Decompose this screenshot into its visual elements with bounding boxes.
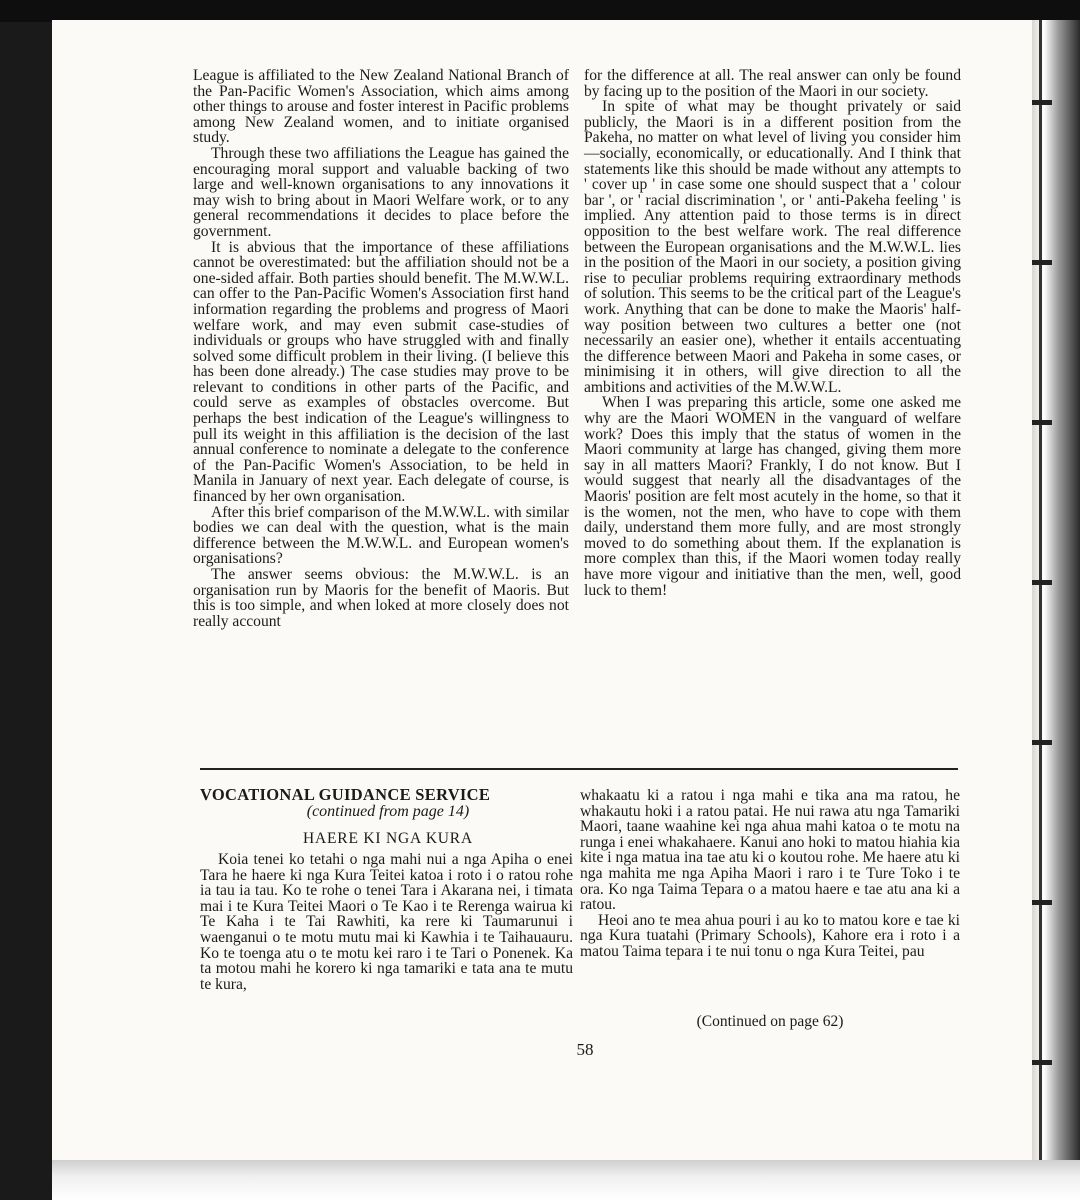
vocational-paragraph: Koia tenei ko tetahi o nga mahi nui a nga Apiha o enei Tara he haere ki nga Kura Teitei katoa i roto i o ratou rohe ia tau ia tau. Ko te rohe o tenei Tara i Akarana nei, i timata mai i te Kura Teitei Maori o Te Kao i te Rerenga wairua ki Te Kaha i te Tai Rawhiti, ka rere ki Taumarunui i waenganui o te motu mutu mai ki Kawhia i te Taihauauru. Ko te toenga atu o te motu kei raro i te Tari o Ponenek. Ka ta motou mahi he korero ki nga tamariki e tata ana te mutu te kura, xyxy=(200,851,573,993)
page-number: 58 xyxy=(576,1040,594,1059)
binding-stitch xyxy=(1032,420,1052,425)
vocational-column-right xyxy=(580,788,960,960)
binding-stitch xyxy=(1032,580,1052,585)
article-paragraph: for the difference at all. The real answer can only be found by facing up to the position of the Maori in our society. xyxy=(584,67,961,100)
binding-stitch xyxy=(1032,740,1052,745)
continued-on-note: (Continued on page 62) xyxy=(696,1013,844,1030)
article-paragraph: It is abvious that the importance of these affiliations cannot be overestimated: but the affiliation should not be a one-sided affair. Both parties should benefit. The M.W.W.L. can offer to the Pan-Pacific Women's Association first hand information regarding the problems and progress of Maori welfare work, and may even submit case-studies of individuals or groups who have struggled with and finally solved some difficult problem in their living. (I believe this has been done already.) The case studies may prove to be relevant to conditions in other parts of the Pacific, and could serve as examples of obstacles overcome. But perhaps the best indication of the League's willingness to pull its weight in this affiliation is the decision of the last annual conference to nominate a delegate to the conference of the Pan-Pacific Women's Association, to be held in Manila in January of next year. Each delegate of course, is financed by her own organisation. xyxy=(193,238,569,506)
article-column-left xyxy=(193,68,569,629)
binding-stitch xyxy=(1032,1060,1052,1065)
scan-border-top xyxy=(0,0,1080,22)
article-paragraph: In spite of what may be thought privately or said publicly, the Maori is in a different position from the Pakeha, no matter on what level of living you consider him—socially, economically, or educationally. And I think that statements like this should be made without any attempts to ' cover up ' in case some one should suspect that a ' colour bar ', or ' racial discrimination ', or ' anti-Pakeha feeling ' is implied. Any attention paid to those terms is in direct opposition to the best welfare work. The real difference between the European organisations and the M.W.W.L. lies in the position of the Maori in our society, a position giving rise to peculiar problems requiring extraordinary methods of solution. This seems to be the critical part of the League's work. Anything that can be done to make the Maoris' half-way position between two cultures a better one (not necessarily an easier one), whether it entails accentuating the difference between Maori and Pakeha in some cases, or minimising it in others, will give direction to all the ambitions and activities of the M.W.W.L. xyxy=(584,98,961,396)
section-divider xyxy=(200,768,958,770)
article-paragraph: League is affiliated to the New Zealand National Branch of the Pan-Pacific Women's Association, which aims among other things to arouse and foster interest in Pacific problems among New Zealand women, and to initiate organised study. xyxy=(193,67,569,147)
article-paragraph: When I was preparing this article, some one asked me why are the Maori WOMEN in the vanguard of welfare work? Does this imply that the status of women in the Maori community at large has changed, giving them more say in all matters Maori? Frankly, I do not know. But I would suggest that nearly all the disadvantages of the Maoris' position are felt most acutely in the home, so that it is the women, not the men, who have to cope with them daily, understand them more fully, and are most strongly moved to do something about them. If the explanation is more complex than this, if the Maori women today really have more vigour and initiative than the men, well, good luck to them! xyxy=(584,394,961,599)
page-binding xyxy=(1032,20,1080,1182)
article-paragraph: Through these two affiliations the League has gained the encouraging moral support and valuable backing of two large and well-known organisations to any innovations it may wish to bring about in Maori Welfare work, or to any general recommendations it decides to place before the government. xyxy=(193,144,569,240)
article-paragraph: After this brief comparison of the M.W.W.L. with similar bodies we can deal with the question, what is the main difference between the M.W.W.L. and European women's organisations? xyxy=(193,503,569,568)
vocational-paragraph: Heoi ano te mea ahua pouri i au ko to matou kore e tae ki nga Kura tuatahi (Primary Schools), Kahore era i roto i a matou Taima tepara i te nui tonu o nga Kura Teitei, pau xyxy=(580,911,960,960)
vocational-column-left xyxy=(200,852,573,992)
scan-border-bottom xyxy=(52,1160,1080,1200)
binding-stitch xyxy=(1032,100,1052,105)
binding-thread xyxy=(1039,20,1042,1182)
article-column-right xyxy=(584,68,961,598)
section-subheading: HAERE KI NGA KURA xyxy=(303,830,473,847)
continued-from-note: (continued from page 14) xyxy=(306,803,470,820)
section-heading: VOCATIONAL GUIDANCE SERVICE xyxy=(200,785,491,804)
binding-stitch xyxy=(1032,900,1052,905)
binding-stitch xyxy=(1032,260,1052,265)
article-paragraph: The answer seems obvious: the M.W.W.L. is an organisation run by Maoris for the benefit of Maoris. But this is too simple, and when loked at more closely does not really account xyxy=(193,566,569,630)
vocational-paragraph: whakaatu ki a ratou i nga mahi e tika ana ma ratou, he whakautu hoki i a ratou patai. He nui rawa atu nga Tamariki Maori, taane waahine kei nga ahua mahi katoa o te motu na runga i enei whakahaere. Kanui ano hoki to matou hiahia kia kite i nga matua ina tae atu ki o koutou rohe. Me haere atu ki nga mahita me nga Apiha Maori i raro i te Ture Toko i te ora. Ko nga Taima Tepara o a matou haere e tae atu ana ki a ratou. xyxy=(580,787,960,914)
